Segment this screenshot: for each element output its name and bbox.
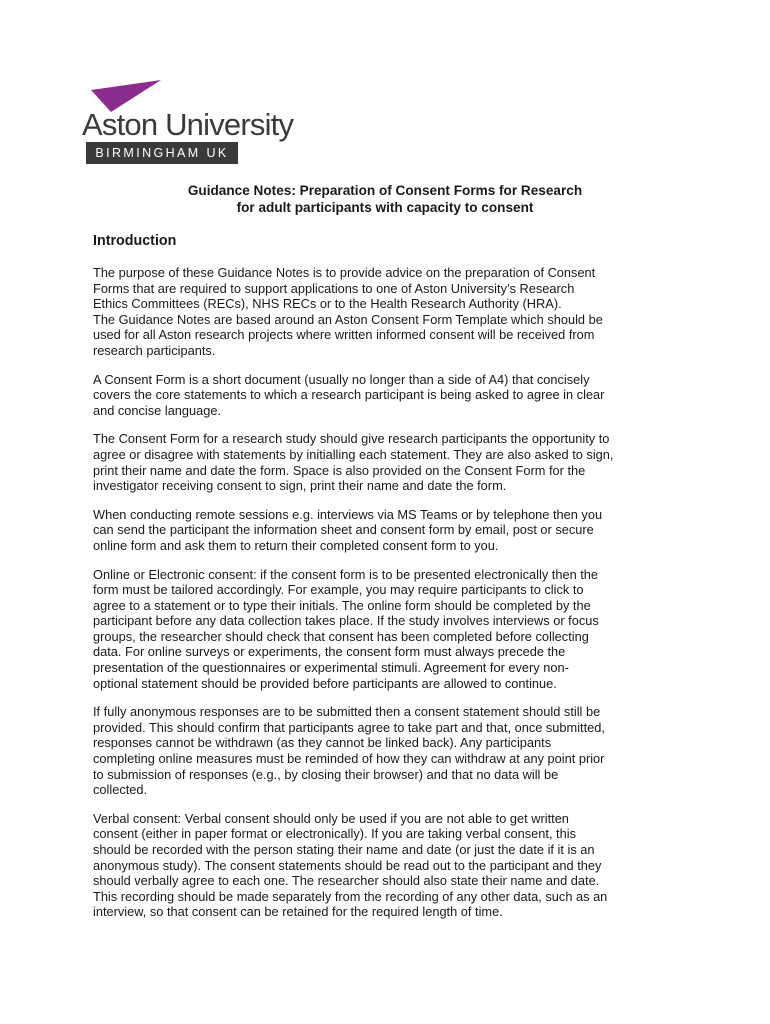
paragraph-consent-form-definition: A Consent Form is a short document (usually no longer than a side of A4) that concisely covers the core statements to which a research participant is being asked to agree in clear and concise language. bbox=[93, 371, 605, 418]
paragraph-purpose: The purpose of these Guidance Notes is to provide advice on the preparation of Consent Forms that are required to support applications to one of Aston University’s Research Ethics Committees (RECs), NHS RECs or to the Health Research Authority (HRA). The Guidance Notes are based around an Aston Consent Form Template which should be used for all Aston research projects where written informed consent will be received from research participants. bbox=[93, 265, 603, 358]
paragraph-verbal-consent: Verbal consent: Verbal consent should only be used if you are not able to get written consent (either in paper format or electronically). If you are taking verbal consent, this should be recorded with the person stating their name and date (or just the date if it is an anonymous study). The consent statements should be read out to the participant and they should verbally agree to each one. The researcher should also state their name and date. This recording should be made separately from the recording of any other data, such as an interview, so that consent can be retained for the required length of time. bbox=[93, 810, 608, 920]
aston-university-logo bbox=[82, 80, 292, 164]
paragraph-anonymous-responses: If fully anonymous responses are to be submitted then a consent statement should still be provided. This should confirm that participants agree to take part and that, once submitted, responses cannot be withdrawn (as they cannot be linked back). Any participants completing online measures must be reminded of how they can withdraw at any point prior to submission of responses (e.g., by closing their browser) and that no data will be collected. bbox=[93, 704, 605, 798]
section-heading-introduction: Introduction bbox=[93, 233, 177, 249]
body-text bbox=[93, 265, 683, 933]
document-title: Guidance Notes: Preparation of Consent Forms for Research for adult participants with capacity to consent bbox=[187, 183, 583, 215]
logo-location-bar: BIRMINGHAM UK bbox=[86, 142, 238, 164]
paragraph-online-consent: Online or Electronic consent: if the consent form is to be presented electronically then the form must be tailored accordingly. For example, you may require participants to click to agree to a statement or to type their initials. The online form should be completed by the participant before any data collection takes place. If the study involves interviews or focus groups, the researcher should check that consent has been completed before collecting data. For online surveys or experiments, the consent form must always precede the presentation of the questionnaires or experimental stimuli. Agreement for every non- optional statement should be provided before participants are allowed to continue. bbox=[93, 566, 599, 691]
logo-wordmark: Aston University bbox=[82, 107, 294, 142]
paragraph-consent-form-statements: The Consent Form for a research study should give research participants the opportunity to agree or disagree with statements by initialling each statement. They are also asked to sign, print their name and date the form. Space is also provided on the Consent Form for the investigator receiving consent to sign, print their name and date the form. bbox=[93, 431, 614, 494]
paragraph-remote-sessions: When conducting remote sessions e.g. interviews via MS Teams or by telephone then you can send the participant the information sheet and consent form by email, post or secure online form and ask them to return their completed consent form to you. bbox=[93, 506, 603, 553]
